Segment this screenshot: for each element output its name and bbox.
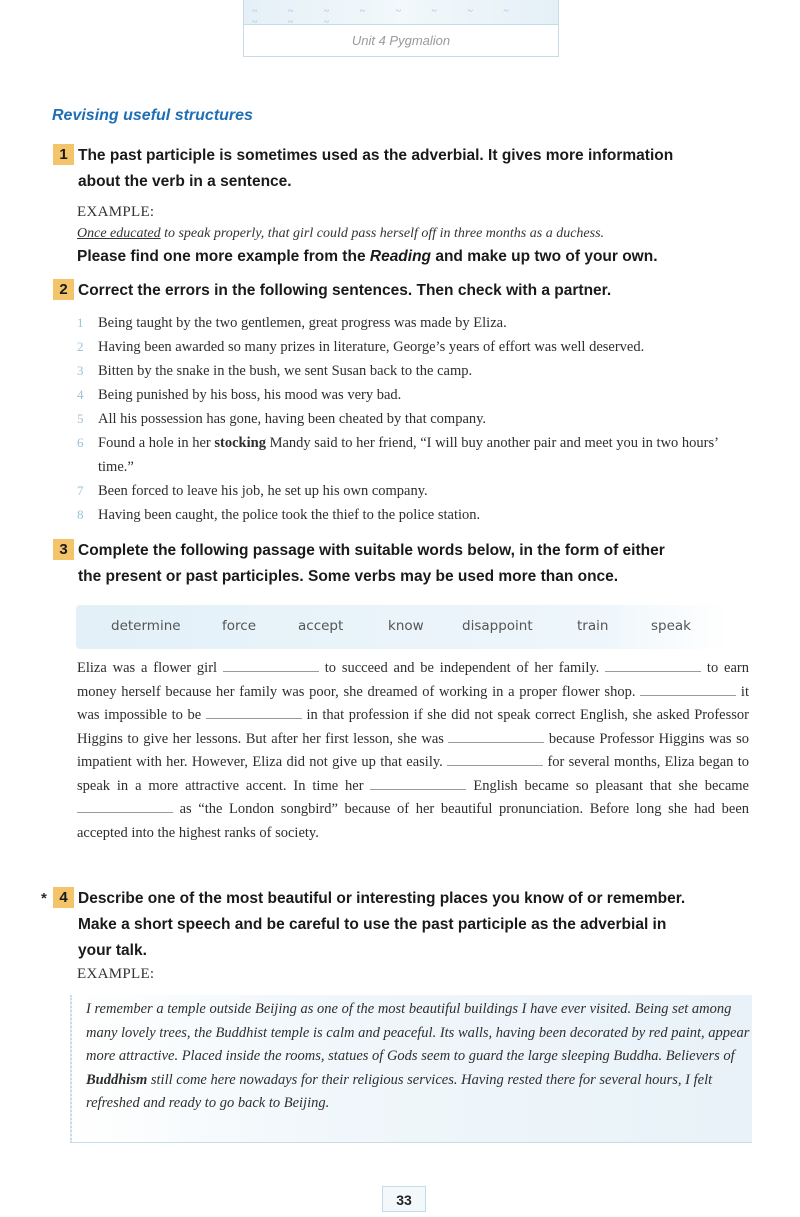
q2-prompt — [53, 278, 611, 304]
list-item — [77, 479, 757, 503]
q4-prompt-line1: Describe one of the most beautiful or interesting places you know of or remember. — [78, 890, 686, 907]
passage-text: in that profession if she did not speak correct English, she asked Professor Higgins to give her lessons. But after her first lesson, she was — [77, 707, 749, 747]
passage-text: to earn money herself because her family was poor, she dreamed of working in a proper flower shop. — [77, 660, 749, 700]
q3-number: 3 — [53, 539, 74, 560]
item-number: 6 — [77, 435, 84, 450]
word-bank-item: determine — [111, 618, 181, 634]
word-bank-item: speak — [651, 618, 691, 634]
passage-text: because Professor Higgins was so impatient with her. However, Eliza did not give up that easily. — [77, 730, 749, 770]
q1-example-rest: to speak properly, that girl could pass herself off in three months as a duchess. — [160, 226, 605, 241]
item-number: 7 — [77, 483, 84, 498]
list-item — [77, 359, 757, 383]
answer-blank[interactable] — [640, 682, 736, 696]
list-item — [77, 407, 757, 431]
q1-instruction-before: Please find one more example from the — [77, 248, 370, 265]
answer-blank[interactable] — [370, 776, 466, 790]
item-number: 4 — [77, 387, 84, 402]
answer-blank[interactable] — [605, 658, 701, 672]
list-item — [77, 383, 757, 407]
q3-passage — [77, 657, 749, 845]
q4-example-label: EXAMPLE: — [77, 966, 155, 982]
item-text: Been forced to leave his job, he set up his own company. — [98, 483, 428, 499]
word-bank-item: train — [577, 618, 609, 634]
answer-blank[interactable] — [448, 729, 544, 743]
header-decor-band: ~ ~ ~ ~ ~ ~ ~ ~ ~ ~ ~ — [244, 0, 558, 25]
item-text: Having been caught, the police took the thief to the police station. — [98, 507, 481, 523]
q1-number: 1 — [53, 144, 74, 165]
passage-text: English became so pleasant that she became — [466, 777, 749, 794]
item-text: Having been awarded so many prizes in literature, George’s years of effort was well deserved. — [98, 339, 645, 355]
q1-instruction — [77, 244, 658, 270]
q2-prompt-text: Correct the errors in the following sentences. Then check with a partner. — [78, 282, 612, 299]
item-text: Being taught by the two gentlemen, great progress was made by Eliza. — [98, 315, 507, 331]
passage-text: Eliza was a flower girl — [77, 660, 223, 676]
q2-number: 2 — [53, 279, 74, 300]
example-text-after: still come here nowadays for their religious services. Having rested there for several hours, I felt refreshed and ready to go back to Beijing. — [86, 1071, 713, 1111]
page-number: 33 — [382, 1186, 426, 1212]
unit-title: Unit 4 Pygmalion — [351, 33, 451, 48]
list-item — [77, 311, 757, 335]
example-text-bold: Buddhism — [86, 1071, 148, 1088]
q1-prompt-line1: The past participle is sometimes used as the adverbial. It gives more information — [78, 147, 674, 164]
q3-prompt-line1: Complete the following passage with suitable words below, in the form of either — [78, 542, 665, 559]
passage-text: as “the London songbird” because of her beautiful pronunciation. Before long she had been accepted into the highest ranks of society. — [77, 801, 749, 841]
q4-prompt-line2: Make a short speech and be careful to use the past participle as the adverbial in — [78, 916, 667, 933]
answer-blank[interactable] — [223, 658, 319, 672]
word-bank-item: force — [222, 618, 256, 634]
q4-prompt — [53, 886, 763, 964]
q1-example-sentence — [77, 226, 757, 242]
q2-sentence-list — [77, 311, 757, 527]
item-number: 2 — [77, 339, 84, 354]
item-text: Bitten by the snake in the bush, we sent Susan back to the camp. — [98, 363, 473, 379]
passage-text: for several months, Eliza began to speak in a more attractive accent. In time her — [77, 754, 750, 794]
list-item — [77, 431, 757, 479]
q4-example-box — [70, 995, 752, 1143]
passage-text: it was impossible to be — [77, 683, 749, 723]
q1-example-label: EXAMPLE: — [77, 204, 155, 220]
item-number: 8 — [77, 507, 84, 522]
example-text-before: I remember a temple outside Beijing as one of the most beautiful buildings I have ever visited. Being set among many lovely trees, the Buddhist temple is calm and peaceful. Its walls, having been decorated by red paint, appear more attractive. Placed inside the rooms, statues of Gods seem to guard the large sleeping Buddha. Believers of — [86, 1001, 750, 1064]
item-number: 3 — [77, 363, 84, 378]
list-item — [77, 335, 757, 359]
q4-prompt-line3: your talk. — [78, 942, 147, 959]
answer-blank[interactable] — [206, 705, 302, 719]
q1-instruction-after: and make up two of your own. — [431, 248, 658, 265]
passage-text: to succeed and be independent of her family. — [318, 660, 606, 676]
list-item — [77, 503, 757, 527]
q3-prompt — [53, 538, 753, 590]
unit-header-tab — [243, 0, 559, 57]
word-bank-item: accept — [298, 618, 344, 634]
section-title: Revising useful structures — [52, 107, 253, 124]
item-text-bold: stocking — [214, 435, 266, 451]
item-text: Being punished by his boss, his mood was very bad. — [98, 387, 402, 403]
q1-prompt-line2: about the verb in a sentence. — [78, 173, 292, 190]
word-bank-item: know — [388, 618, 424, 634]
word-bank-item: disappoint — [462, 618, 533, 634]
q1-prompt — [53, 143, 753, 195]
optional-star-marker: * — [41, 890, 47, 907]
q4-number: 4 — [53, 887, 74, 908]
item-number: 5 — [77, 411, 84, 426]
item-text-after: Mandy said to her friend, “I will buy another pair and meet you in two hours’ time.” — [98, 435, 718, 475]
item-text-before: Found a hole in her — [98, 435, 215, 451]
item-text: All his possession has gone, having been cheated by that company. — [98, 411, 487, 427]
answer-blank[interactable] — [77, 799, 173, 813]
answer-blank[interactable] — [447, 752, 543, 766]
word-bank — [76, 605, 728, 649]
q1-example-underlined: Once educated — [77, 226, 161, 241]
q3-prompt-line2: the present or past participles. Some verbs may be used more than once. — [78, 568, 619, 585]
item-number: 1 — [77, 315, 84, 330]
q1-instruction-reading: Reading — [369, 248, 432, 265]
